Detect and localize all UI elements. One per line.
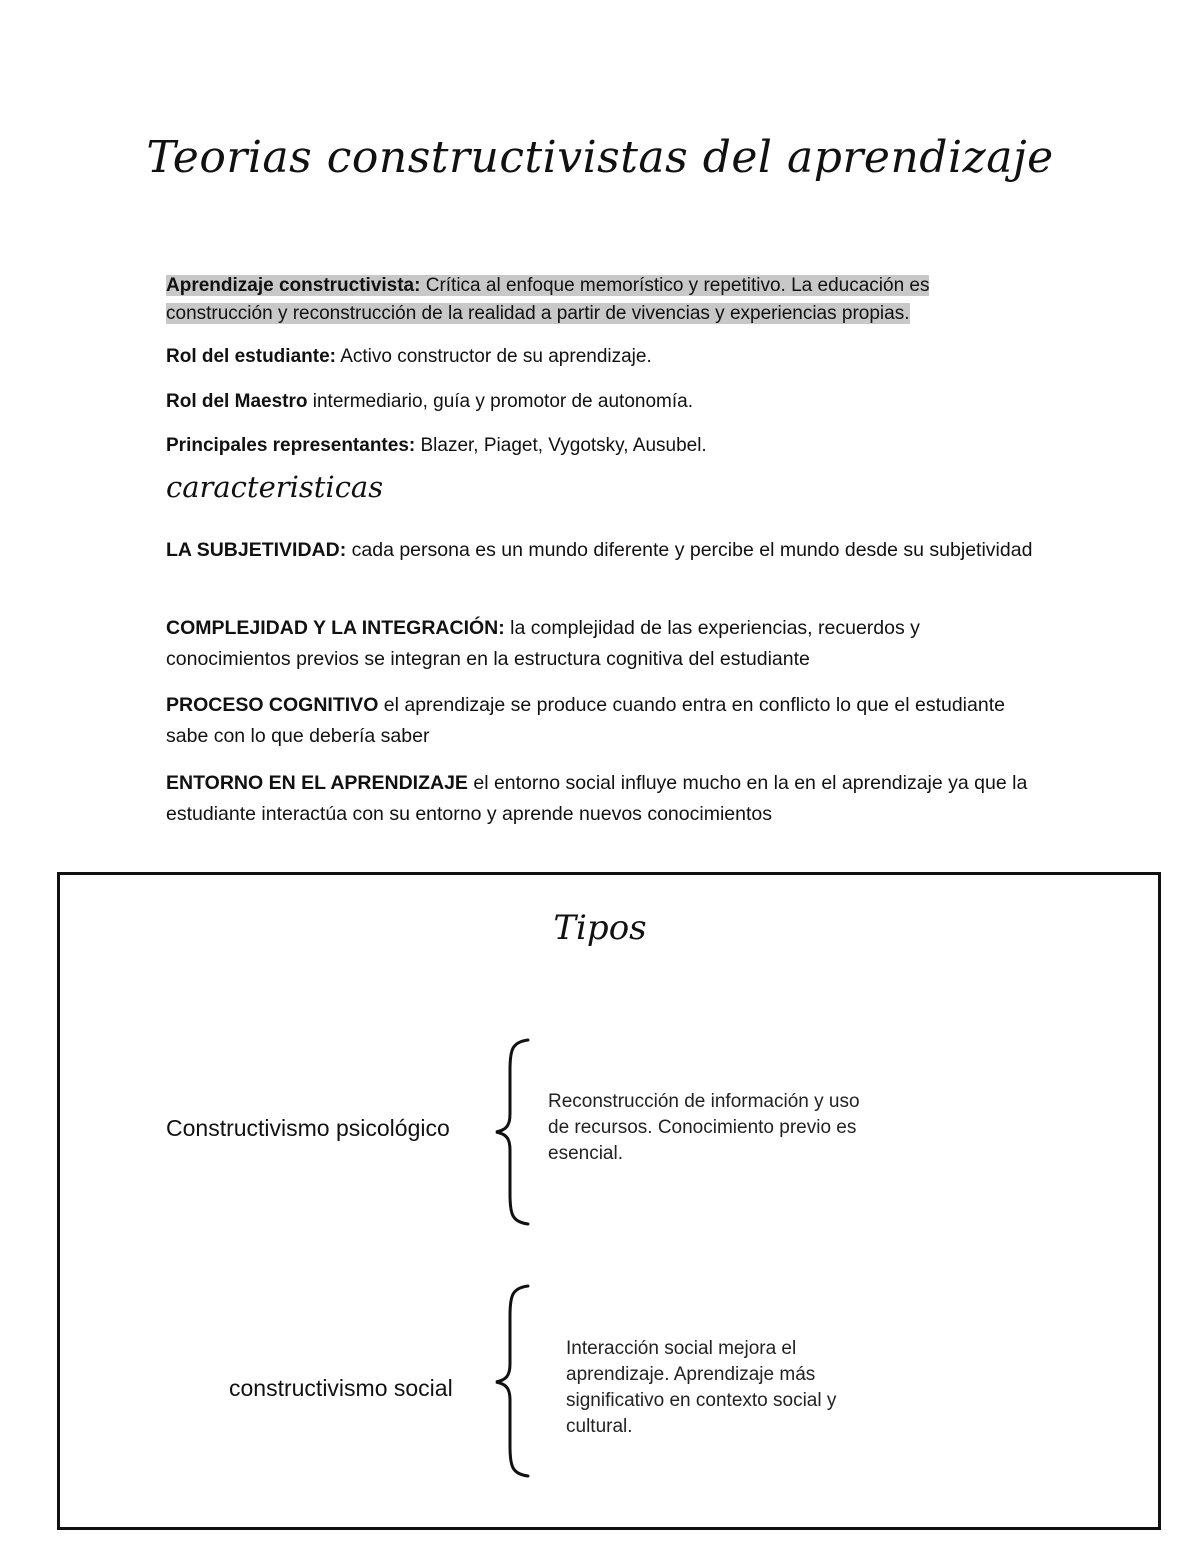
caracteristica-label: PROCESO COGNITIVO: [166, 694, 379, 716]
representantes-text: Blazer, Piaget, Vygotsky, Ausubel.: [415, 435, 707, 456]
caracteristica-item: [166, 535, 1036, 566]
rol-maestro-text: intermediario, guía y promotor de autonomía.: [307, 391, 693, 412]
curly-brace-icon: [490, 1282, 540, 1480]
tipo-label-psicologico: Constructivismo psicológico: [166, 1115, 450, 1141]
representantes-label: Principales representantes:: [166, 435, 416, 456]
caracteristica-text: el entorno social influye mucho en la en el aprendizaje ya que la estudiante interactúa con su entorno y aprende nuevos conocimientos: [166, 772, 1028, 825]
rol-estudiante-label: Rol del estudiante:: [166, 346, 336, 367]
rol-estudiante-text: Activo constructor de su aprendizaje.: [335, 346, 652, 367]
caracteristica-text: el aprendizaje se produce cuando entra en conflicto lo que el estudiante sabe con lo que debería saber: [166, 694, 1005, 747]
caracteristica-item: [166, 690, 1036, 752]
caracteristica-item: [166, 613, 1036, 675]
representantes-paragraph: [166, 432, 1036, 460]
caracteristica-item: [166, 768, 1036, 830]
rol-maestro-paragraph: [166, 388, 1036, 416]
caracteristica-label: COMPLEJIDAD Y LA INTEGRACIÓN:: [166, 617, 505, 639]
tipo-description-psicologico: Reconstrucción de información y uso de recursos. Conocimiento previo es esencial.: [548, 1091, 860, 1164]
rol-maestro-label: Rol del Maestro: [166, 391, 308, 412]
tipo-label-social: constructivismo social: [229, 1375, 453, 1401]
aprendizaje-constructivista-label: Aprendizaje constructivista:: [166, 275, 421, 296]
aprendizaje-constructivista-paragraph: [166, 272, 1036, 328]
rol-estudiante-paragraph: [166, 343, 1036, 371]
caracteristica-label: ENTORNO EN EL APRENDIZAJE: [166, 772, 468, 794]
page-title: Teorias constructivistas del aprendizaje: [146, 132, 1054, 183]
tipo-description-social: Interacción social mejora el aprendizaje. Aprendizaje más significativo en contexto social y cultural.: [566, 1338, 837, 1437]
curly-brace-icon: [490, 1036, 540, 1228]
tipos-heading: Tipos: [553, 908, 647, 948]
caracteristicas-heading: caracteristicas: [166, 470, 384, 504]
caracteristica-label: LA SUBJETIVIDAD:: [166, 539, 347, 561]
caracteristica-text: cada persona es un mundo diferente y percibe el mundo desde su subjetividad: [346, 539, 1033, 561]
caracteristica-text: la complejidad de las experiencias, recuerdos y conocimientos previos se integran en la estructura cognitiva del estudiante: [166, 617, 920, 670]
aprendizaje-constructivista-text: Crítica al enfoque memorístico y repetitivo. La educación es construcción y reconstrucción de la realidad a partir de vivencias y experiencias propias.: [166, 275, 930, 324]
